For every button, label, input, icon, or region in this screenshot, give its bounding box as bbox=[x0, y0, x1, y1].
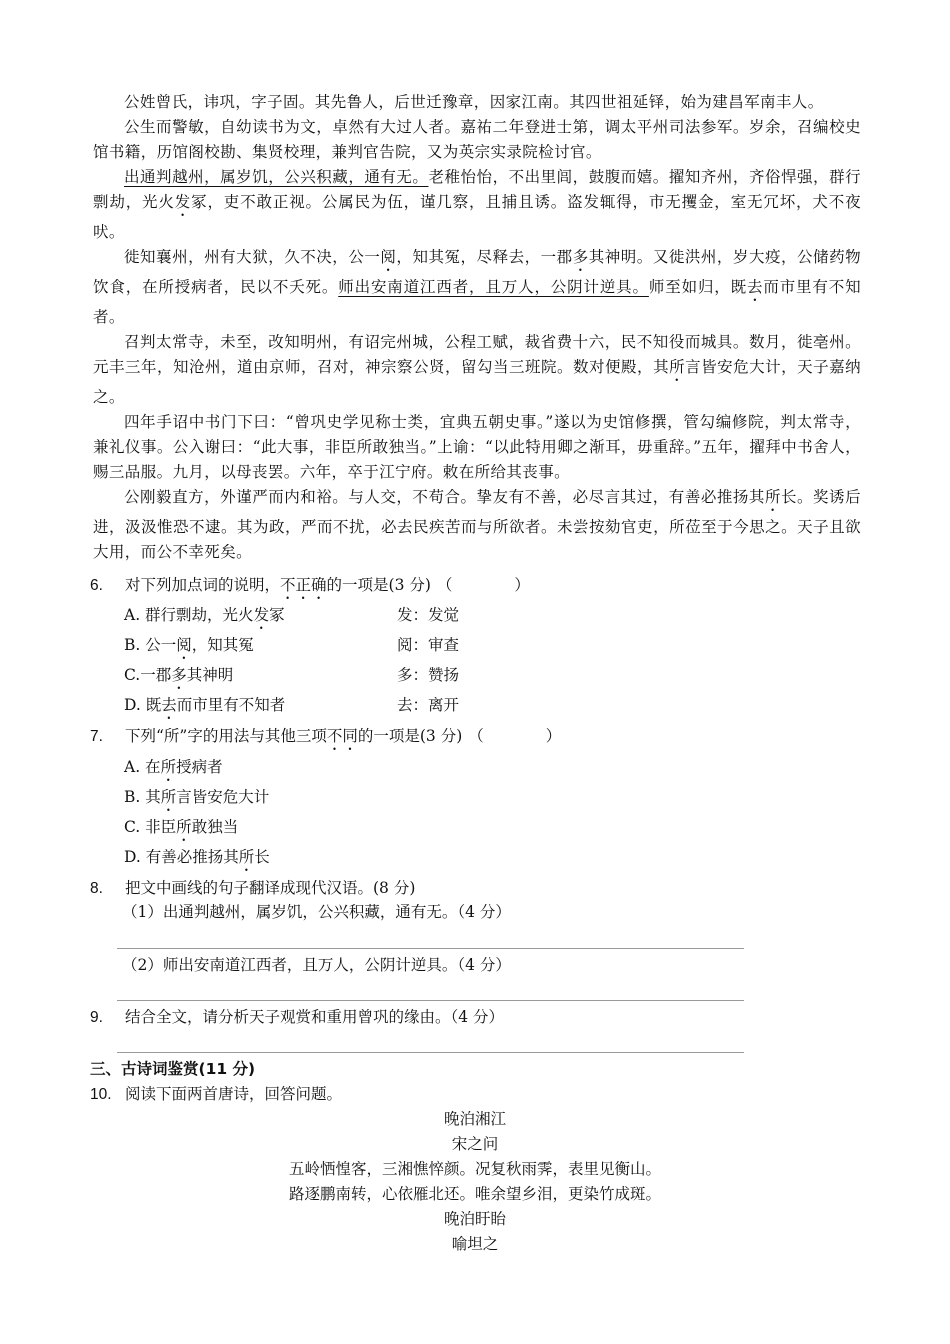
answer-line[interactable] bbox=[117, 1000, 744, 1001]
q7-option-b[interactable]: B. 其所言皆安危大计 bbox=[124, 788, 270, 806]
option-gloss: 发：发觉 bbox=[397, 606, 460, 624]
question-number: 7. bbox=[90, 728, 103, 745]
q7-option-d[interactable]: D. 有善必推扬其所长 bbox=[124, 848, 270, 866]
poem-1-author: 宋之问 bbox=[451, 1135, 499, 1153]
dotted-word: 发 bbox=[174, 193, 192, 211]
question-10: 10. 阅读下面两首唐诗，回答问题。 bbox=[90, 1083, 342, 1106]
question-number: 10. bbox=[90, 1086, 112, 1103]
dotted-word: 所 bbox=[669, 358, 686, 376]
q6-option-d[interactable]: D. 既去而市里有不知者 去：离开 bbox=[124, 696, 460, 714]
dotted-word: 所 bbox=[764, 488, 781, 506]
passage-paragraph: 公姓曾氏，讳巩，字子固。其先鲁人，后世迁豫章，因家江南。其四世祖延铎，始为建昌军南丰人。 bbox=[124, 93, 824, 111]
question-7: 7. 下列“所”字的用法与其他三项不同的一项是(3 分) （ ） bbox=[90, 725, 561, 754]
passage-paragraph: 出通判越州，属岁饥，公兴积藏，通有无。老稚怡怡，不出里闾，鼓腹而嬉。擢知齐州，齐俗悍强，群行剽劫，光火发冢，吏不敢正视。公属民为伍，谨几察，且捕且诱。盗发辄得，市无攫金，室无冗坏，犬不夜吠。 bbox=[93, 168, 861, 241]
q7-option-a[interactable]: A. 在所授病者 bbox=[124, 758, 223, 776]
poem-1-title: 晚泊湘江 bbox=[443, 1110, 506, 1128]
underlined-sentence-1: 出通判越州，属岁饥，公兴积藏，通有无。 bbox=[124, 168, 429, 186]
q6-option-b[interactable]: B. 公一阅，知其冤 阅：审查 bbox=[124, 636, 460, 654]
passage-paragraph: 公刚毅直方，外谨严而内和裕。与人交，不苟合。挚友有不善，必尽言其过，有善必推扬其所长。奖诱后进，汲汲惟恐不逮。其为政，严而不扰，必去民疾苦而与所欲者。未尝按劾官吏，所莅至于今思之。天子且欲大用，而公不幸死矣。 bbox=[93, 488, 861, 561]
poem-2-author: 喻坦之 bbox=[451, 1235, 499, 1253]
q6-option-a[interactable]: A. 群行剽劫，光火发冢 发：发觉 bbox=[124, 606, 460, 624]
poem-2-title: 晚泊盱眙 bbox=[443, 1210, 506, 1228]
classical-passage bbox=[93, 90, 861, 565]
poem-1-line-1: 五岭恓惶客，三湘憔悴颜。况复秋雨霁，表里见衡山。 bbox=[288, 1160, 661, 1178]
dotted-word: 多 bbox=[572, 248, 589, 266]
answer-bracket[interactable]: （ ） bbox=[436, 576, 530, 594]
option-gloss: 多：赞扬 bbox=[397, 666, 460, 684]
q8-sub-2: （2）师出安南道江西者，且万人，公阴计逆具。（4 分） bbox=[122, 956, 511, 974]
answer-bracket[interactable]: （ ） bbox=[468, 727, 562, 745]
option-gloss: 阅：审查 bbox=[397, 636, 460, 654]
poem-1-line-2: 路逐鹏南转，心依雁北还。唯余望乡泪，更染竹成斑。 bbox=[288, 1185, 661, 1203]
section-heading: 三、古诗词鉴赏(11 分) bbox=[90, 1060, 256, 1078]
question-8: 8. 把文中画线的句子翻译成现代汉语。(8 分) bbox=[90, 877, 415, 900]
question-6: 6. 对下列加点词的说明，不正确的一项是(3 分) （ ） bbox=[90, 574, 530, 603]
question-number: 8. bbox=[90, 880, 103, 897]
q7-option-c[interactable]: C. 非臣所敢独当 bbox=[124, 818, 239, 836]
answer-line[interactable] bbox=[117, 1052, 744, 1053]
q6-option-c[interactable]: C.一郡多其神明 多：赞扬 bbox=[124, 666, 460, 684]
passage-paragraph: 徙知襄州，州有大狱，久不决，公一阅，知其冤，尽释去，一郡多其神明。又徙洪州，岁大疫，公储药物饮食，在所授病者，民以不夭死。师出安南道江西者，且万人，公阴计逆具。师至如归，既去而市里有不知者。 bbox=[93, 248, 862, 326]
passage-paragraph: 公生而警敏，自幼读书为文，卓然有大过人者。嘉祐二年登进士第，调太平州司法参军。岁余，召编校史馆书籍，历馆阁校勘、集贤校理，兼判官告院，又为英宗实录院检讨官。 bbox=[93, 118, 861, 161]
dotted-word: 去 bbox=[747, 278, 764, 296]
question-number: 6. bbox=[90, 577, 103, 594]
option-gloss: 去：离开 bbox=[397, 696, 460, 714]
answer-line[interactable] bbox=[117, 948, 744, 949]
underlined-sentence-2: 师出安南道江西者，且万人，公阴计逆具。 bbox=[338, 278, 649, 296]
dotted-word: 阅 bbox=[380, 248, 397, 266]
q8-sub-1: （1）出通判越州，属岁饥，公兴积藏，通有无。（4 分） bbox=[122, 903, 511, 921]
question-9: 9. 结合全文，请分析天子观赏和重用曾巩的缘由。（4 分） bbox=[90, 1006, 504, 1029]
question-number: 9. bbox=[90, 1009, 103, 1026]
passage-paragraph: 召判太常寺，未至，改知明州，有诏完州城，公程工赋，裁省费十六，民不知役而城具。数月，徙亳州。元丰三年，知沧州，道由京师，召对，神宗察公贤，留勾当三班院。数对便殿，其所言皆安危大计，天子嘉纳之。 bbox=[93, 333, 862, 406]
passage-paragraph: 四年手诏中书门下曰：“曾巩史学见称士类，宜典五朝史事。”遂以为史馆修撰，管勾编修院，判太常寺，兼礼仪事。公入谢曰：“此大事，非臣所敢独当。”上谕：“以此特用卿之渐耳，毋重辞。”五年，擢拜中书舍人，赐三品服。九月，以母丧罢。六年，卒于江宁府。敕在所给其丧事。 bbox=[93, 413, 861, 481]
